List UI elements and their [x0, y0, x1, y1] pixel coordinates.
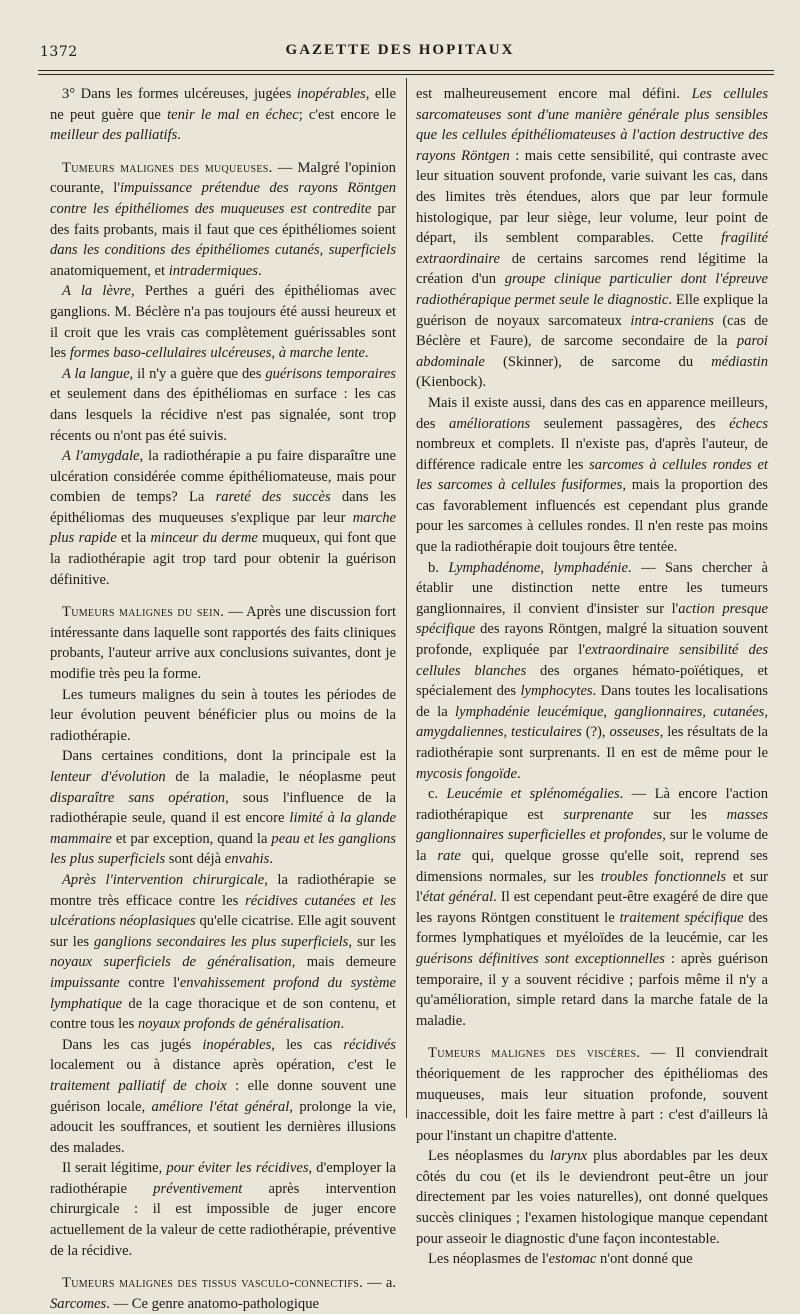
section-sein: Tumeurs malignes du sein. — Après une discussion fort intéressante dans laquelle sont rapportés des faits cliniques probants, l'auteur arrive aux conclusions suivantes, dont je modifie très peu la forme. — [50, 604, 397, 683]
header-rule-bottom — [38, 74, 774, 75]
paragraph: c. Leucémie et splénomégalies. — Là encore l'action radiothérapique est surprenante sur les masses ganglionnaires superficielles et profondes, sur le volume de la rate qui, quelque grosse qu'elle soit, reprend ses dimensions normales, sur les troubles fonctionnels et sur l'état général. Il est cependant peut-être exagéré de dire que les rayons Röntgen constituent le traitement spécifique des formes lymphatiques et myéloïdes de la leucémie, car les guérisons définitives sont exceptionnelles : après guérison temporaire, il y a souvent récidive ; parfois même il n'y a qu'amélioration, simple retard dans la marche fatale de la maladie. — [416, 786, 768, 1029]
section-heading: Tumeurs malignes des viscères. — [428, 1045, 641, 1062]
paragraph: A la langue, il n'y a guère que des guérisons temporaires et seulement dans des épithéliomas en surface : les cas dans lesquels la récidive n'est pas signalée, sont trop récents ou n'ont pas été suivis. — [50, 365, 396, 444]
header-rule-top — [38, 70, 774, 71]
running-title: GAZETTE DES HOPITAUX — [285, 42, 515, 58]
paragraph: Les néoplasmes de l'estomac n'ont donné que — [428, 1251, 693, 1268]
paragraph: Après l'intervention chirurgicale, la radiothérapie se montre très efficace contre les récidives cutanées et les ulcérations néoplasiques qu'elle cicatrise. Elle agit souvent sur les ganglions secondaires les plus superficiels, sur les noyaux superficiels de généralisation, mais demeure impuissante contre l'envahissement profond du système lymphatique de la cage thoracique et de son contenu, et contre tous les noyaux profonds de généralisation. — [50, 871, 397, 1033]
paragraph: A la lèvre, Perthes a guéri des épithéliomas avec ganglions. M. Béclère n'a pas toujours été aussi heureux et il croit que les vrais cas complètement guérissables sont les formes baso-cellulaires ulcéreuses, à marche lente. — [50, 283, 396, 362]
right-column — [416, 84, 769, 1268]
paragraph: est malheureusement encore mal défini. Les cellules sarcomateuses sont d'une manière générale plus sensibles que les cellules épithéliomateuses à l'action destructive des rayons Röntgen : mais cette sensibilité, qui contraste avec leur situation souvent profonde, varie suivant les cas, dans des limites très étendues, alors que par leur formule histologique, par leur siège, leur volume, leur point de départ, ils semblent comparables. Cette fragilité extraordinaire de certains sarcomes rend légitime la création d'un groupe clinique particulier dont l'épreuve radiothérapique permet seule le diagnostic. Elle explique la guérison de noyaux sarcomateux intra-craniens (cas de Béclère et Faure), de sarcome secondaire de la paroi abdominale (Skinner), de sarcome du médiastin (Kienbock). — [416, 86, 769, 391]
section-muqueuses: Tumeurs malignes des muqueuses. — Malgré l'opinion courante, l'impuissance prétendue des rayons Röntgen contre les épithéliomes des muqueuses est contredite par des faits probants, mais il faut que ces épithéliomes soient dans les conditions des épithéliomes cutanés, superficiels anatomiquement, et intradermiques. — [50, 159, 396, 279]
paragraph: Les néoplasmes du larynx plus abordables par les deux côtés du cou (et ils le deviendront peut-être un jour directement par les voies naturelles), ont donné quelques succès cliniques ; l'examen histologique manque cependant pour asseoir le diagnostic d'une façon incontestable. — [416, 1148, 768, 1247]
paragraph: 3° Dans les formes ulcéreuses, jugées inopérables, elle ne peut guère que tenir le mal en échec; c'est encore le meilleur des palliatifs. — [50, 86, 396, 144]
section-visceres: Tumeurs malignes des viscères. — Il conviendrait théoriquement de les rapprocher des épithéliomas des muqueuses, mais leur situation profonde, souvent inaccessible, doit les faire mettre à part : c'est d'ailleurs là pour l'instant un chapitre d'attente. — [416, 1045, 768, 1144]
paragraph: Les tumeurs malignes du sein à toutes les périodes de leur évolution peuvent bénéficier plus ou moins de la radiothérapie. — [50, 686, 396, 744]
page-number: 1372 — [40, 44, 78, 60]
section-vasculo-connectifs: Tumeurs malignes des tissus vasculo-connectifs. — a. Sarcomes. — Ce genre anatomo-pathologique — [50, 1275, 396, 1312]
paragraph: A l'amygdale, la radiothérapie a pu faire disparaître une ulcération considérée comme épithéliomateuse, mais pour combien de temps? La rareté des succès dans les épithéliomas des muqueuses s'explique par leur marche plus rapide et la minceur du derme muqueux, qui font que la radiothérapie agit trop tard pour obtenir la guérison définitive. — [50, 448, 397, 588]
left-column — [50, 84, 397, 1312]
section-heading: Tumeurs malignes des muqueuses. — [62, 159, 273, 176]
paragraph: b. Lymphadénome, lymphadénie. — Sans chercher à établir une distinction nette entre les tumeurs ganglionnaires, il convient d'insister sur l'action presque spécifique des rayons Röntgen, malgré la situation souvent profonde, expliquée par l'extraordinaire sensibilité des cellules blanches des organes hémato-poïétiques, et spécialement des lymphocytes. Dans toutes les localisations de la lymphadénie leucémique, ganglionnaires, cutanées, amygdaliennes, testiculaires (?), osseuses, les résultats de la radiothérapie sont surprenants. Il en est de même pour le mycosis fongoïde. — [416, 559, 768, 782]
column-divider — [406, 78, 407, 1118]
paragraph: Il serait légitime, pour éviter les récidives, d'employer la radiothérapie préventivement après intervention chirurgicale : il est impossible de juger encore actuellement de la valeur de cette radiothérapie, préventive de la récidive. — [50, 1160, 396, 1259]
paragraph: Mais il existe aussi, dans des cas en apparence meilleurs, des améliorations seulement passagères, des échecs nombreux et complets. Il n'existe pas, d'après l'auteur, de différence radicale entre les sarcomes à cellules rondes et les sarcomes à cellules fusiformes, mais la proportion des cas favorablement influencés est cependant plus grande pour les sarcomes à cellules rondes. Il n'en reste pas moins que la radiothérapie doit toujours être tentée. — [416, 394, 769, 556]
paragraph: Dans certaines conditions, dont la principale est la lenteur d'évolution de la maladie, le néoplasme peut disparaître sans opération, sous l'influence de la radiothérapie seule, quand il est encore limité à la glande mammaire et par exception, quand la peau et les ganglions les plus superficiels sont déjà envahis. — [50, 748, 396, 868]
section-heading: Tumeurs malignes des tissus vasculo-connectifs. — [62, 1275, 364, 1292]
paragraph: Dans les cas jugés inopérables, les cas récidivés localement ou à distance après opération, c'est le traitement palliatif de choix : elle donne souvent une guérison locale, améliore l'état général, prolonge la vie, adoucit les souffrances, et soutient les dernières illusions des malades. — [50, 1036, 396, 1156]
section-heading: Tumeurs malignes du sein. — [62, 604, 225, 621]
